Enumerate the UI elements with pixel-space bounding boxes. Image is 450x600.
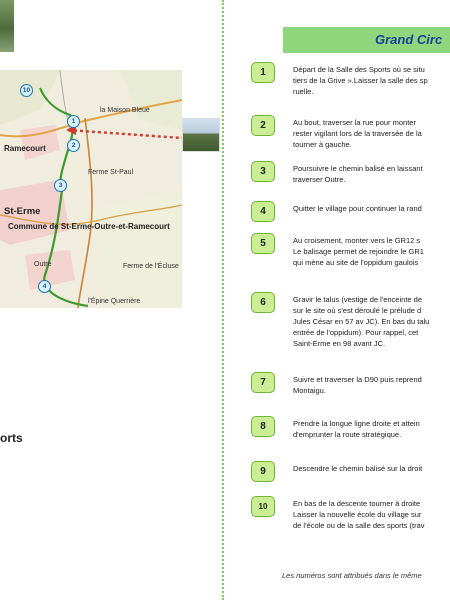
map-marker-2[interactable]: 2 <box>67 139 80 152</box>
step-text: Au croisement, monter vers le GR12 s Le balisage permet de rejoindre le GR1 qui mène au site de l'oppidum gaulois <box>293 236 424 267</box>
view-photo-thumbnail <box>182 118 220 152</box>
map-label-ramecourt: Ramecourt <box>4 144 46 153</box>
map-label-st-erme: St-Erme <box>4 206 41 217</box>
route-title-bar <box>283 27 450 53</box>
step-number-badge: 9 <box>251 461 275 482</box>
step-text: Prendre la longue ligne droite et attein d'emprunter la route stratégique. <box>293 419 420 439</box>
step-number-badge: 10 <box>251 496 275 517</box>
route-title: Grand Circ <box>375 32 443 47</box>
step-text: Descendre le chemin balisé sur la droit <box>293 464 423 473</box>
map-drawing <box>0 70 182 308</box>
step-text: Quitter le village pour continuer la rand <box>293 204 422 213</box>
step-text: Départ de la Salle des Sports où se situ tiers de la Grive ».Laisser la salle des sp ruelle. <box>293 65 428 96</box>
map-label-maison-bleue: la Maison Bleue <box>100 107 150 114</box>
sports-label: orts <box>0 431 23 445</box>
step-number-badge: 4 <box>251 201 275 222</box>
map-label-commune: Commune de St-Erme-Outre-et-Ramecourt <box>8 222 170 231</box>
step-text: En bas de la descente tourner à droite Laisser la nouvelle école du village sur de l'école ou de la salle des sports (trav <box>293 499 425 530</box>
map-label-ferme-st-paul: Ferme St-Paul <box>88 169 134 176</box>
step-number-badge: 3 <box>251 161 275 182</box>
step-number-badge: 2 <box>251 115 275 136</box>
map-label-outre: Outre <box>34 261 52 268</box>
step-text: Au bout, traverser la rue pour monter rester vigilant lors de la traversée de la tourner à gauche. <box>293 118 422 149</box>
step-number-badge: 6 <box>251 292 275 313</box>
map-marker-4[interactable]: 4 <box>38 280 51 293</box>
map-label-epine-querriere: l'Épine Querrière <box>88 298 141 305</box>
fold-divider <box>222 0 224 600</box>
step-text: Poursuivre le chemin balisé en laissant traverser Outre. <box>293 164 423 184</box>
map-marker-1[interactable]: 1 <box>67 115 80 128</box>
footer-note: Les numéros sont attribués dans le même <box>282 571 422 580</box>
step-text: Suivre et traverser la D90 puis reprend Montaigu. <box>293 375 422 395</box>
route-map[interactable] <box>0 70 182 308</box>
landscape-photo-fragment <box>0 0 14 52</box>
step-number-badge: 7 <box>251 372 275 393</box>
map-marker-10[interactable]: 10 <box>20 84 33 97</box>
step-number-badge: 1 <box>251 62 275 83</box>
step-number-badge: 5 <box>251 233 275 254</box>
step-text: Gravir le talus (vestige de l'enceinte de sur le site où s'est déroulé le prélude d Jules César en 57 av JC). En bas du talu entrée de l'oppidum). Pour rappel, cet Saint-Erme en 98 avant JC. <box>293 295 430 348</box>
map-label-ferme-ecluse: Ferme de l'Écluse <box>123 263 179 270</box>
step-number-badge: 8 <box>251 416 275 437</box>
map-marker-3[interactable]: 3 <box>54 179 67 192</box>
left-panel <box>0 0 222 600</box>
